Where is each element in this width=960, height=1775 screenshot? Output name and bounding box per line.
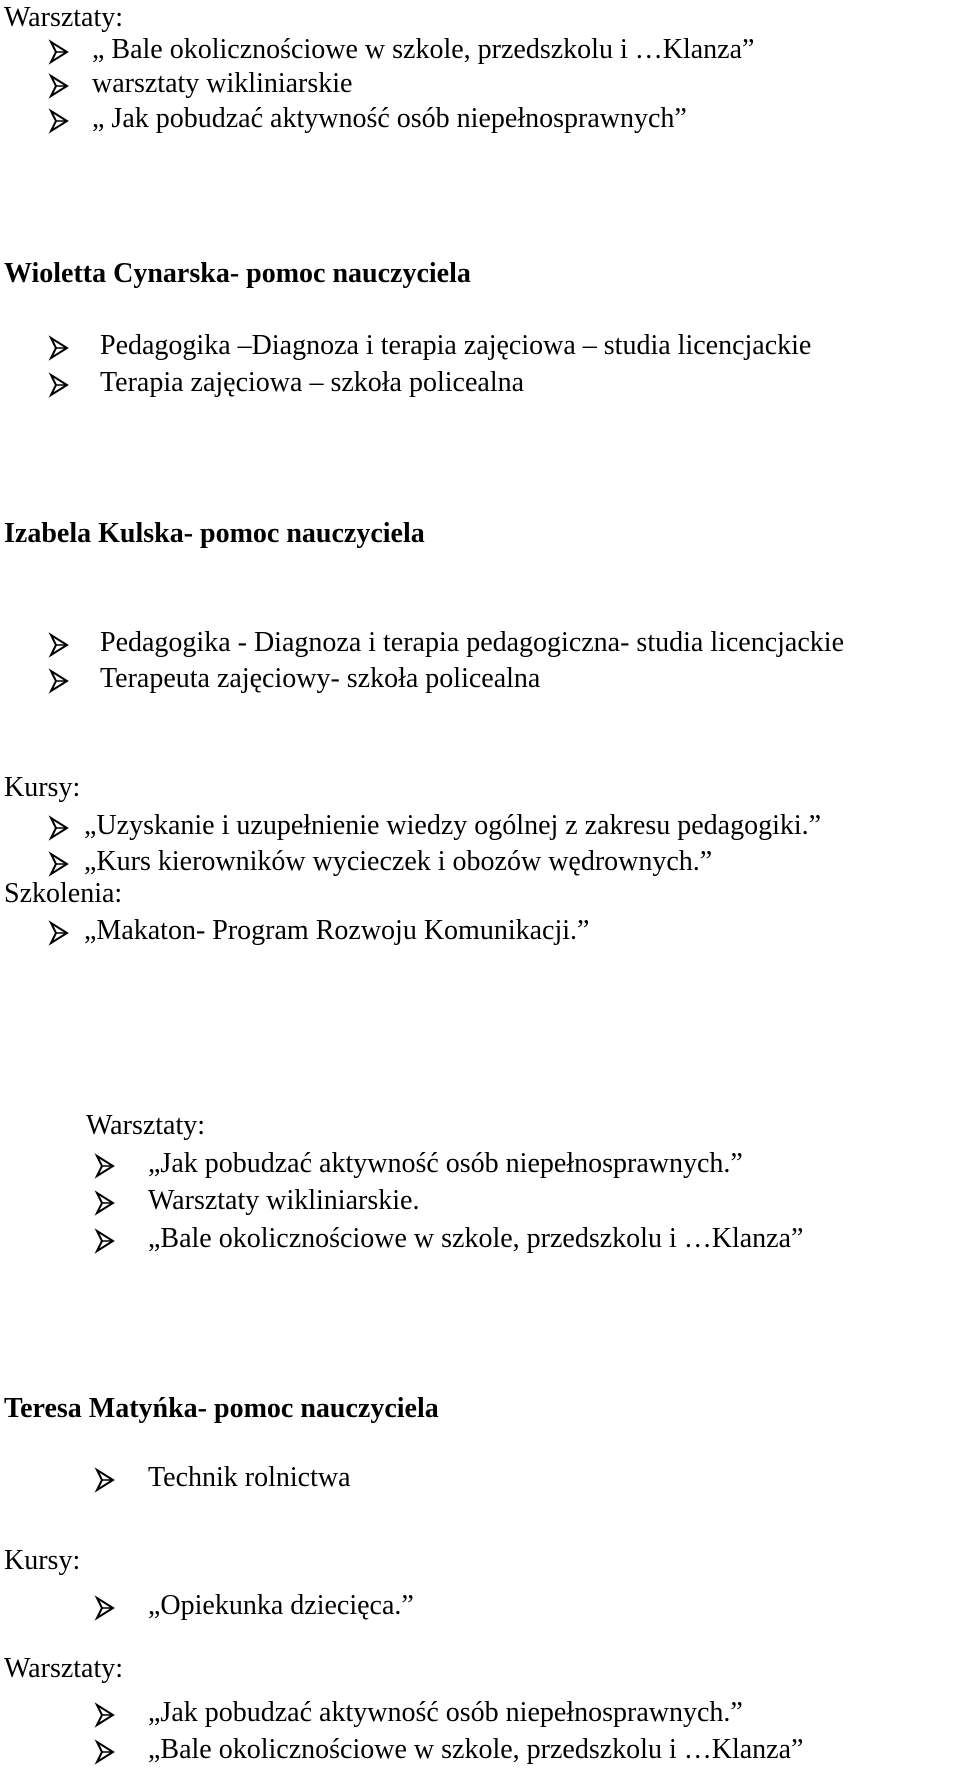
list-item: warsztaty wikliniarskie (92, 68, 353, 99)
list-item: Technik rolnictwa (148, 1462, 351, 1493)
list-item: „Uzyskanie i uzupełnienie wiedzy ogólnej z zakresu pedagogiki.” (84, 810, 822, 841)
list-item: Pedagogika –Diagnoza i terapia zajęciowa – studia licencjackie (100, 330, 812, 361)
section-label-warsztaty: Warsztaty: (4, 1653, 124, 1684)
list-item: Terapia zajęciowa – szkoła policealna (100, 367, 525, 398)
list-item: „Bale okolicznościowe w szkole, przedszkolu i …Klanza” (148, 1223, 804, 1254)
list-item: „Opiekunka dziecięca.” (148, 1590, 414, 1621)
list-item: „ Bale okolicznościowe w szkole, przedszkolu i …Klanza” (92, 34, 755, 65)
arrow-bullet-icon (48, 920, 70, 946)
section-label-szkolenia: Szkolenia: (4, 878, 123, 909)
section-label-kursy: Kursy: (4, 1545, 81, 1576)
arrow-bullet-icon (48, 73, 70, 99)
section-label-kursy: Kursy: (4, 772, 81, 803)
list-item: „Jak pobudzać aktywność osób niepełnosprawnych.” (148, 1148, 743, 1179)
arrow-bullet-icon (48, 815, 70, 841)
list-item: „Bale okolicznościowe w szkole, przedszkolu i …Klanza” (148, 1734, 804, 1765)
arrow-bullet-icon (94, 1595, 116, 1621)
list-item: „Jak pobudzać aktywność osób niepełnosprawnych.” (148, 1697, 743, 1728)
person-heading: Teresa Matyńka- pomoc nauczyciela (4, 1393, 439, 1424)
arrow-bullet-icon (48, 851, 70, 877)
arrow-bullet-icon (94, 1739, 116, 1765)
section-label-warsztaty: Warsztaty: (4, 2, 124, 33)
arrow-bullet-icon (94, 1228, 116, 1254)
arrow-bullet-icon (94, 1153, 116, 1179)
list-item: „ Jak pobudzać aktywność osób niepełnosprawnych” (92, 103, 687, 134)
arrow-bullet-icon (48, 372, 70, 398)
arrow-bullet-icon (48, 335, 70, 361)
list-item: Warsztaty wikliniarskie. (148, 1185, 420, 1216)
list-item: „Makaton- Program Rozwoju Komunikacji.” (84, 915, 590, 946)
arrow-bullet-icon (94, 1190, 116, 1216)
list-item: Terapeuta zajęciowy- szkoła policealna (100, 663, 541, 694)
person-heading: Wioletta Cynarska- pomoc nauczyciela (4, 258, 471, 289)
section-label-warsztaty: Warsztaty: (86, 1110, 206, 1141)
list-item: Pedagogika - Diagnoza i terapia pedagogiczna- studia licencjackie (100, 627, 844, 658)
arrow-bullet-icon (48, 668, 70, 694)
arrow-bullet-icon (48, 108, 70, 134)
list-item: „Kurs kierowników wycieczek i obozów wędrownych.” (84, 846, 713, 877)
arrow-bullet-icon (94, 1467, 116, 1493)
person-heading: Izabela Kulska- pomoc nauczyciela (4, 518, 425, 549)
arrow-bullet-icon (48, 39, 70, 65)
arrow-bullet-icon (94, 1702, 116, 1728)
arrow-bullet-icon (48, 632, 70, 658)
